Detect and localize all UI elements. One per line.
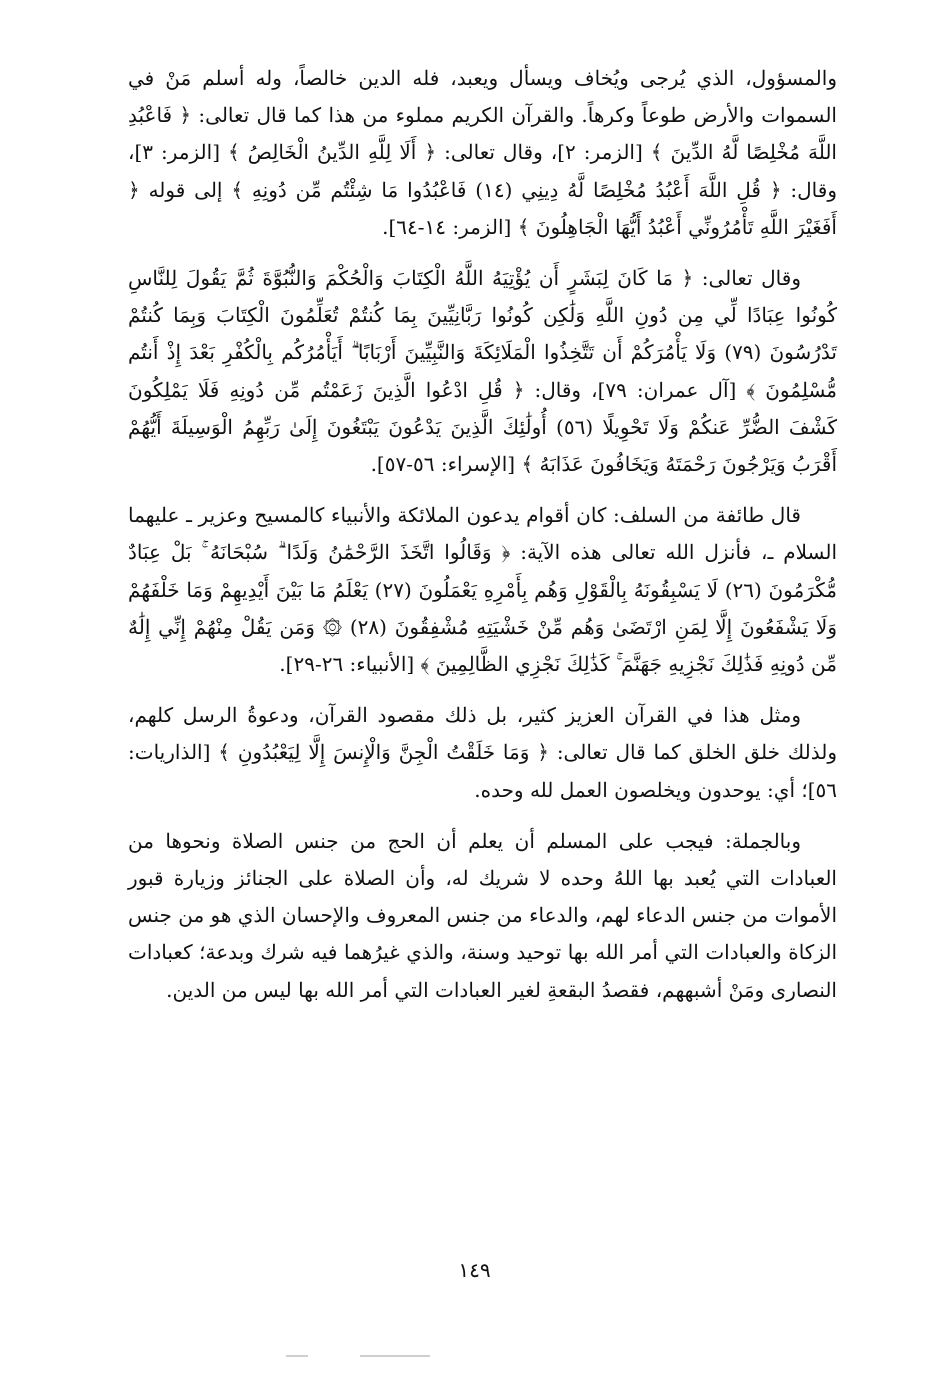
paragraph-4: ومثل هذا في القرآن العزيز كثير، بل ذلك مقصود القرآن، ودعوةُ الرسل كلهم، ولذلك خلق الخلق كما قال تعالى: ﴿ وَمَا خَلَقْتُ الْجِنَّ وَالْإِنسَ إِلَّا لِيَعْبُدُونِ ﴾ [الذاريات: ٥٦]؛ أي: يوحدون ويخلصون العمل لله وحده. — [128, 703, 837, 802]
scan-artifact-right — [360, 1355, 430, 1357]
paragraph-3: قال طائفة من السلف: كان أقوام يدعون الملائكة والأنبياء كالمسيح وعزير ـ عليهما السلام ـ، فأنزل الله تعالى هذه الآية: ﴿ وَقَالُوا اتَّخَذَ الرَّحْمَٰنُ وَلَدًا ۗ سُبْحَانَهُ ۚ بَلْ عِبَادٌ مُّكْرَمُونَ (٢٦) لَا يَسْبِقُونَهُ بِالْقَوْلِ وَهُم بِأَمْرِهِ يَعْمَلُونَ (٢٧) يَعْلَمُ مَا بَيْنَ أَيْدِيهِمْ وَمَا خَلْفَهُمْ وَلَا يَشْفَعُونَ إِلَّا لِمَنِ ارْتَضَىٰ وَهُم مِّنْ خَشْيَتِهِ مُشْفِقُونَ (٢٨) ۞ وَمَن يَقُلْ مِنْهُمْ إِنِّي إِلَٰهٌ مِّن دُونِهِ فَذَٰلِكَ نَجْزِيهِ جَهَنَّمَ ۚ كَذَٰلِكَ نَجْزِي الظَّالِمِينَ ﴾ [الأنبياء: ٢٦-٢٩]. — [128, 503, 838, 677]
paragraph-1: والمسؤول، الذي يُرجى ويُخاف ويسأل ويعبد، فله الدين خالصاً، وله أسلم مَنْ في السموات والأرض طوعاً وكرهاً. والقرآن الكريم مملوء من هذا كما قال تعالى: ﴿ فَاعْبُدِ اللَّهَ مُخْلِصًا لَّهُ الدِّينَ ﴾ [الزمر: ٢]، وقال تعالى: ﴿ أَلَا لِلَّهِ الدِّينُ الْخَالِصُ ﴾ [الزمر: ٣]، وقال: ﴿ قُلِ اللَّهَ أَعْبُدُ مُخْلِصًا لَّهُ دِينِي (١٤) فَاعْبُدُوا مَا شِئْتُم مِّن دُونِهِ ﴾ إلى قوله ﴿ أَفَغَيْرَ اللَّهِ تَأْمُرُونِّي أَعْبُدُ أَيُّهَا الْجَاهِلُونَ ﴾ [الزمر: ١٤-٦٤]. — [128, 66, 837, 239]
page-body — [128, 60, 837, 1023]
scan-artifact-left — [286, 1355, 308, 1357]
page-number: ١٤٩ — [458, 1258, 491, 1282]
paragraph-5: وبالجملة: فيجب على المسلم أن يعلم أن الحج من جنس الصلاة ونحوها من العبادات التي يُعبد بها اللهُ وحده لا شريك له، وأن الصلاة على الجنائز وزيارة قبور الأموات من جنس الدعاء لهم، والدعاء من جنس المعروف والإحسان الذي هو من جنس الزكاة والعبادات التي أمر الله بها توحيد وسنة، والذي غيرُهما فيه شرك وبدعة؛ كعبادات النصارى ومَنْ أشبههم، فقصدُ البقعةِ لغير العبادات التي أمر الله بها ليس من الدين. — [127, 828, 837, 1002]
paragraph-2: وقال تعالى: ﴿ مَا كَانَ لِبَشَرٍ أَن يُؤْتِيَهُ اللَّهُ الْكِتَابَ وَالْحُكْمَ وَالنُّبُوَّةَ ثُمَّ يَقُولَ لِلنَّاسِ كُونُوا عِبَادًا لِّي مِن دُونِ اللَّهِ وَلَٰكِن كُونُوا رَبَّانِيِّينَ بِمَا كُنتُمْ تُعَلِّمُونَ الْكِتَابَ وَبِمَا كُنتُمْ تَدْرُسُونَ (٧٩) وَلَا يَأْمُرَكُمْ أَن تَتَّخِذُوا الْمَلَائِكَةَ وَالنَّبِيِّينَ أَرْبَابًا ۗ أَيَأْمُرُكُم بِالْكُفْرِ بَعْدَ إِذْ أَنتُم مُّسْلِمُونَ ﴾ [آل عمران: ٧٩]، وقال: ﴿ قُلِ ادْعُوا الَّذِينَ زَعَمْتُم مِّن دُونِهِ فَلَا يَمْلِكُونَ كَشْفَ الضُّرِّ عَنكُمْ وَلَا تَحْوِيلًا (٥٦) أُولَٰئِكَ الَّذِينَ يَدْعُونَ يَبْتَغُونَ إِلَىٰ رَبِّهِمُ الْوَسِيلَةَ أَيُّهُمْ أَقْرَبُ وَيَرْجُونَ رَحْمَتَهُ وَيَخَافُونَ عَذَابَهُ ﴾ [الإسراء: ٥٦-٥٧]. — [128, 266, 838, 477]
